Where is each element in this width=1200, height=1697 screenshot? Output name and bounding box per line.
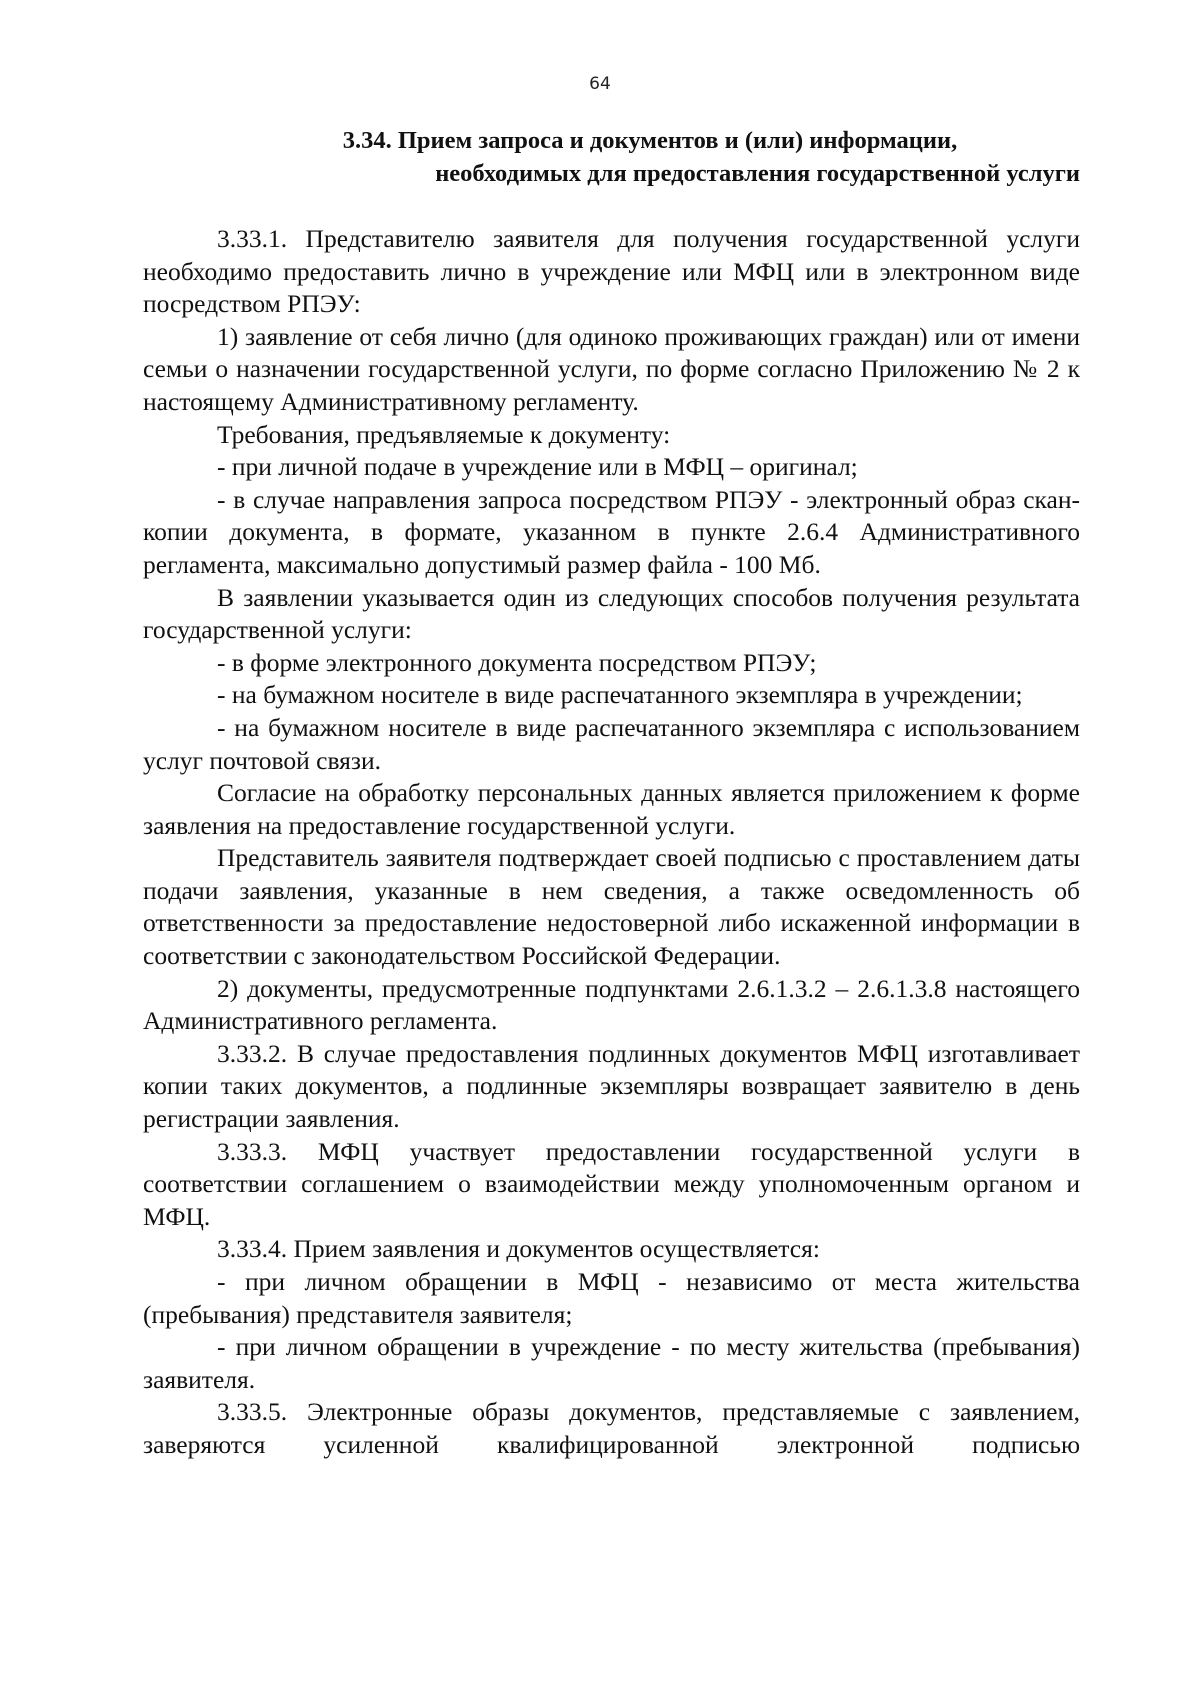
paragraph: Представитель заявителя подтверждает своей подписью с проставлением даты подачи заявления, указанные в нем сведения, а также осведомленность об ответственности за предоставление недостоверной либо искаженной информации в соответствии с законодательством Российской Федерации. [143, 843, 1080, 971]
heading-line-1: 3.34. Прием запроса и документов и (или) информации, [342, 127, 958, 154]
paragraph: - при личном обращении в МФЦ - независимо от места жительства (пребывания) представителя заявителя; [143, 1267, 1080, 1329]
paragraph: Согласие на обработку персональных данных является приложением к форме заявления на предоставление государственной услуги. [143, 778, 1080, 840]
paragraph: 2) документы, предусмотренные подпунктами 2.6.1.3.2 – 2.6.1.3.8 настоящего Административного регламента. [143, 973, 1080, 1036]
paragraph: 3.33.5. Электронные образы документов, представляемые с заявлением, заверяются усиленной квалифицированной электронной подписью [143, 1397, 1080, 1459]
paragraph: - при личной подаче в учреждение или в МФЦ – оригинал; [217, 452, 858, 482]
document-body [143, 223, 1080, 1462]
paragraph: В заявлении указывается один из следующих способов получения результата государственной услуги: [143, 582, 1080, 645]
paragraph: - на бумажном носителе в виде распечатанного экземпляра с использованием услуг почтовой связи. [143, 712, 1080, 775]
paragraph: Требования, предъявляемые к документу: [217, 419, 671, 449]
paragraph: 3.33.1. Представителю заявителя для получения государственной услуги необходимо предоставить лично в учреждение или МФЦ или в электронном виде посредством РПЭУ: [143, 224, 1080, 319]
paragraph: - в случае направления запроса посредством РПЭУ - электронный образ скан-копии документа, в формате, указанном в пункте 2.6.4 Административного регламента, максимально допустимый размер файла - 100 Мб. [143, 484, 1080, 579]
paragraph: 3.33.3. МФЦ участвует предоставлении государственной услуги в соответствии соглашением о взаимодействии между уполномоченным органом и МФЦ. [143, 1136, 1080, 1231]
paragraph: - в форме электронного документа посредством РПЭУ; [217, 647, 817, 677]
paragraph: 3.33.2. В случае предоставления подлинных документов МФЦ изготавливает копии таких документов, а подлинные экземпляры возвращает заявителю в день регистрации заявления. [143, 1038, 1080, 1134]
paragraph: 1) заявление от себя лично (для одиноко проживающих граждан) или от имени семьи о назначении государственной услуги, по форме согласно Приложению № 2 к настоящему Административному регламенту. [143, 321, 1080, 416]
paragraph: - на бумажном носителе в виде распечатанного экземпляра в учреждении; [217, 680, 1023, 710]
heading-line-2: необходимых для предоставления государственной услуги [435, 160, 1080, 187]
section-heading [140, 124, 1080, 190]
paragraph: 3.33.4. Прием заявления и документов осуществляется: [217, 1234, 820, 1264]
page-number: 64 [589, 74, 611, 94]
paragraph: - при личном обращении в учреждение - по месту жительства (пребывания) заявителя. [143, 1332, 1080, 1394]
